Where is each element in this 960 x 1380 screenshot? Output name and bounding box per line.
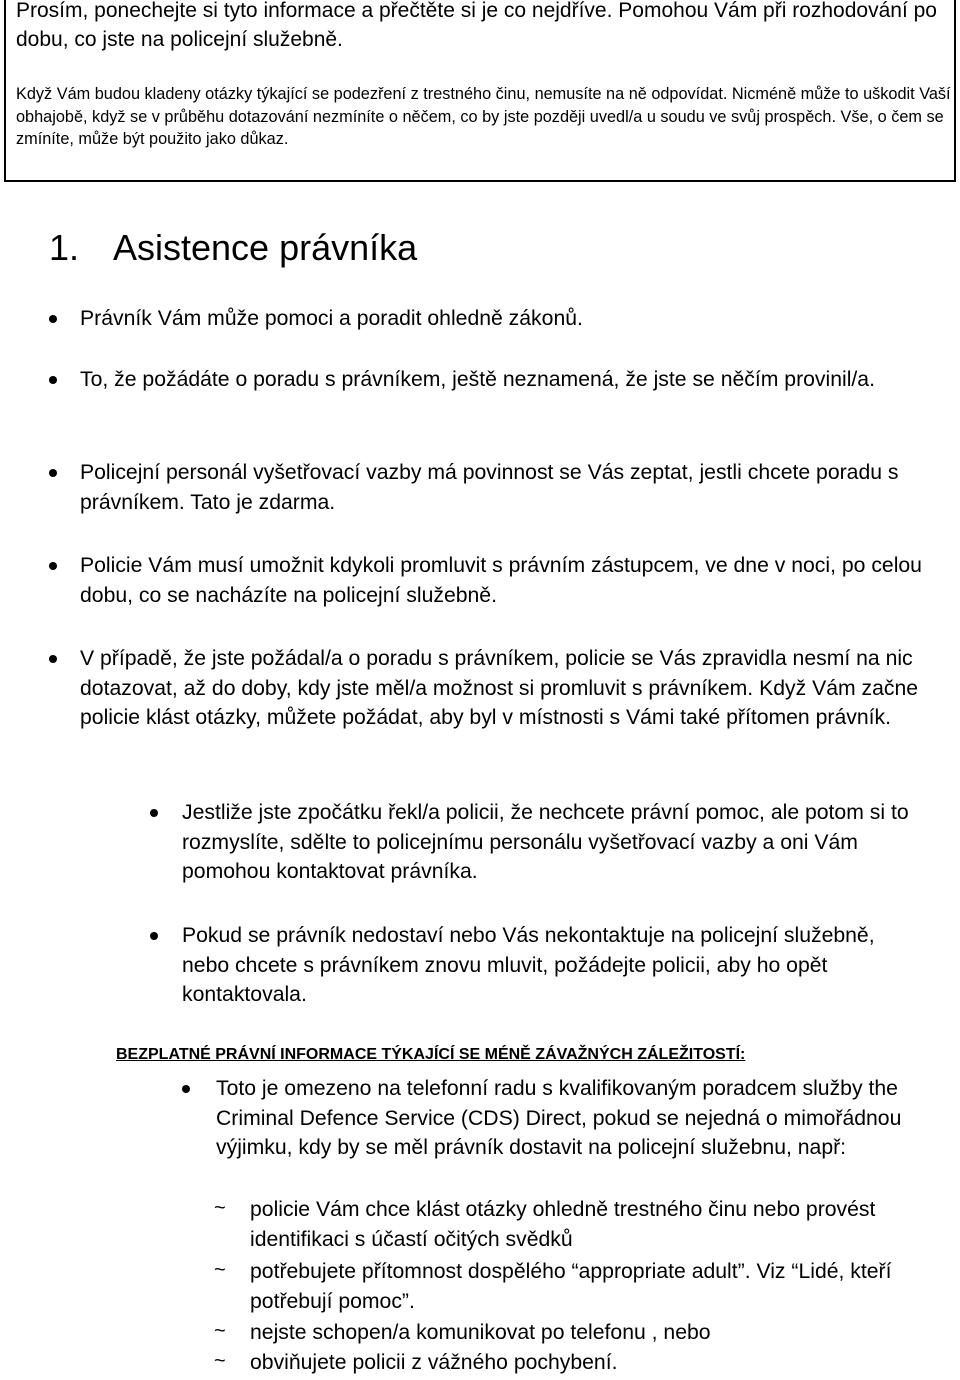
sub-list-item-text: Pokud se právník nedostaví nebo Vás nekontaktuje na policejní služebně, nebo chcete s právníkem znovu mluvit, požádejte policii, aby ho opět kontaktovala.	[182, 924, 875, 1006]
bullet-icon	[49, 655, 57, 663]
sub-list-item-text: Jestliže jste zpočátku řekl/a policii, že nechcete právní pomoc, ale potom si to rozmyslíte, sdělte to policejnímu personálu vyšetřovací vazby a oni Vám pomohou kontaktovat právníka.	[182, 801, 909, 883]
bullet-icon	[49, 562, 57, 570]
bullet-icon	[150, 809, 158, 817]
section-title-text: Asistence právníka	[113, 227, 418, 268]
notice-heading: Prosím, ponechejte si tyto informace a přečtěte si je co nejdříve. Pomohou Vám při rozhodování po dobu, co jste na policejní služebně.	[16, 0, 937, 51]
notice-body: Když Vám budou kladeny otázky týkající se podezření z trestného činu, nemusíte na ně odpovídat. Nicméně může to uškodit Vaší obhajobě, když se v průběhu dotazování nezmíníte o něčem, co by jste později uvedl/a u soudu ve svůj prospěch. Vše, o čem se zmíníte, může být použito jako důkaz.	[16, 85, 951, 148]
bullet-icon	[49, 469, 57, 477]
tilde-item-text: potřebujete přítomnost dospělého “appropriate adult”. Viz “Lidé, kteří potřebují pomoc”.	[250, 1260, 892, 1313]
section-title	[49, 226, 417, 270]
tilde-bullet-icon: ~	[214, 1197, 226, 1219]
bullet-icon	[150, 932, 158, 940]
tilde-bullet-icon: ~	[214, 1259, 226, 1281]
important-notice-box	[4, 0, 956, 182]
free-info-text: Toto je omezeno na telefonní radu s kvalifikovaným poradcem služby the Criminal Defence Service (CDS) Direct, pokud se nejedná o mimořádnou výjimku, kdy by se měl právník dostavit na policejní služebnu, např:	[216, 1077, 902, 1159]
tilde-item-text: obviňujete policii z vážného pochybení.	[250, 1351, 618, 1374]
free-info-heading: BEZPLATNÉ PRÁVNÍ INFORMACE TÝKAJÍCÍ SE MÉNĚ ZÁVAŽNÝCH ZÁLEŽITOSTÍ:	[116, 1046, 746, 1063]
bullet-icon	[49, 315, 57, 323]
tilde-bullet-icon: ~	[214, 1320, 226, 1342]
list-item-text: Právník Vám může pomoci a poradit ohledně zákonů.	[80, 307, 583, 330]
list-item-text: To, že požádáte o poradu s právníkem, ještě neznamená, že jste se něčím provinil/a.	[80, 368, 875, 391]
tilde-item-text: policie Vám chce klást otázky ohledně trestného činu nebo provést identifikaci s účastí očitých svědků	[250, 1198, 876, 1251]
section-number: 1.	[49, 227, 80, 268]
list-item-text: Policie Vám musí umožnit kdykoli promluvit s právním zástupcem, ve dne v noci, po celou dobu, co se nacházíte na policejní služebně.	[80, 554, 922, 607]
list-item-text: Policejní personál vyšetřovací vazby má povinnost se Vás zeptat, jestli chcete poradu s právníkem. Tato je zdarma.	[80, 461, 899, 514]
list-item-text: V případě, že jste požádal/a o poradu s právníkem, policie se Vás zpravidla nesmí na nic dotazovat, až do doby, kdy jste měl/a možnost si promluvit s právníkem. Když Vám začne policie klást otázky, můžete požádat, aby byl v místnosti s Vámi také přítomen právník.	[80, 647, 919, 729]
tilde-item-text: nejste schopen/a komunikovat po telefonu , nebo	[250, 1321, 711, 1344]
bullet-icon	[49, 376, 57, 384]
bullet-icon	[182, 1085, 190, 1093]
tilde-bullet-icon: ~	[214, 1350, 226, 1372]
